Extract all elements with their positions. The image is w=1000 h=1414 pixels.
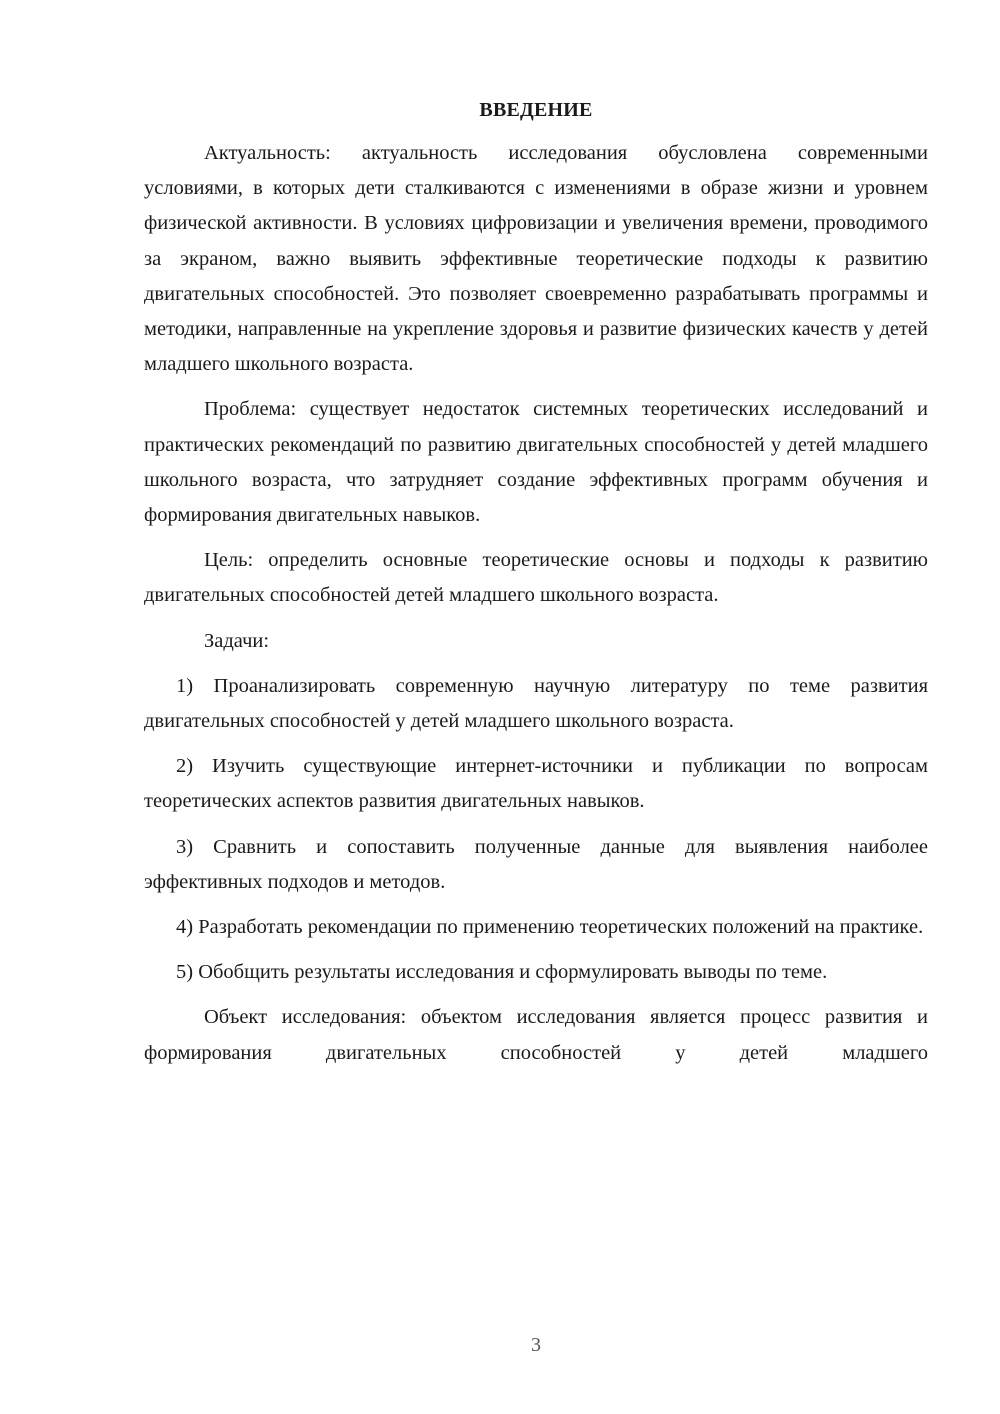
task-item-2: 2) Изучить существующие интернет-источники и публикации по вопросам теоретических аспектов развития двигательных навыков. xyxy=(144,755,928,813)
paragraph-object: Объект исследования: объектом исследования является процесс развития и формирования двигательных способностей у детей младшего xyxy=(144,1006,928,1064)
section-title: ВВЕДЕНИЕ xyxy=(479,99,593,121)
page-number: 3 xyxy=(531,1334,541,1356)
task-item-3: 3) Сравнить и сопоставить полученные данные для выявления наиболее эффективных подходов и методов. xyxy=(144,835,928,893)
page-content xyxy=(144,96,928,1081)
task-item-5: 5) Обобщить результаты исследования и сформулировать выводы по теме. xyxy=(176,961,828,984)
task-item-1: 1) Проанализировать современную научную литературу по теме развития двигательных способностей у детей младшего школьного возраста. xyxy=(144,674,928,733)
paragraph-problem: Проблема: существует недостаток системных теоретических исследований и практических рекомендаций по развитию двигательных способностей у детей младшего школьного возраста, что затрудняет создание эффективных программ обучения и формирования двигательных навыков. xyxy=(144,398,928,527)
paragraph-relevance: Актуальность: актуальность исследования обусловлена современными условиями, в которых дети сталкиваются с изменениями в образе жизни и уровнем физической активности. В условиях цифровизации и увеличения времени, проводимого за экраном, важно выявить эффективные теоретические подходы к развитию двигательных способностей. Это позволяет своевременно разрабатывать программы и методики, направленные на укрепление здоровья и развитие физических качеств у детей младшего школьного возраста. xyxy=(144,142,928,376)
paragraph-goal: Цель: определить основные теоретические основы и подходы к развитию двигательных способностей детей младшего школьного возраста. xyxy=(144,549,928,607)
paragraph-tasks-heading: Задачи: xyxy=(204,629,270,652)
task-item-4: 4) Разработать рекомендации по применению теоретических положений на практике. xyxy=(176,916,924,939)
